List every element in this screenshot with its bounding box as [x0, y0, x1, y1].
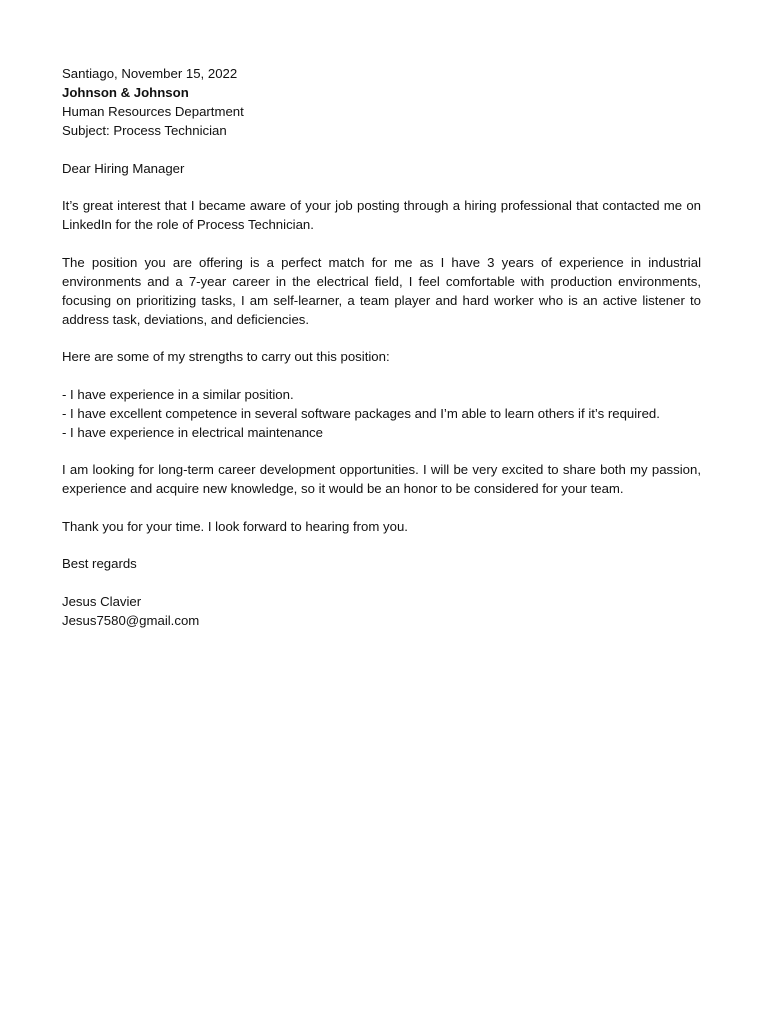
- date-line: Santiago, November 15, 2022: [62, 66, 238, 81]
- list-item: - I have experience in a similar position.: [62, 386, 294, 402]
- cover-letter: [62, 64, 701, 630]
- signature-email: Jesus7580@gmail.com: [62, 612, 200, 628]
- list-item: - I have experience in electrical maintenance: [62, 424, 323, 440]
- strengths-intro: Here are some of my strengths to carry out this position:: [62, 349, 390, 364]
- list-item: - I have excellent competence in several software packages and I’m able to learn others if it’s required.: [62, 405, 660, 421]
- thank-you-line: Thank you for your time. I look forward to hearing from you.: [62, 518, 408, 534]
- paragraph-experience: The position you are offering is a perfect match for me as I have 3 years of experience in industrial environments and a 7-year career in the electrical field, I feel comfortable with production environments, focusing on prioritizing tasks, I am self-learner, a team player and hard worker who is an active listener to address task, deviations, and deficiencies.: [62, 254, 701, 327]
- company-name: Johnson & Johnson: [62, 85, 189, 100]
- salutation: Dear Hiring Manager: [62, 160, 185, 176]
- subject-line: Subject: Process Technician: [62, 123, 227, 138]
- closing: Best regards: [62, 556, 137, 571]
- signature-name: Jesus Clavier: [62, 593, 142, 609]
- department: Human Resources Department: [62, 104, 244, 119]
- paragraph-intro: It’s great interest that I became aware of your job posting through a hiring professional that contacted me on LinkedIn for the role of Process Technician.: [62, 198, 701, 232]
- strengths-list: [62, 385, 701, 442]
- paragraph-goals: I am looking for long-term career development opportunities. I will be very excited to share both my passion, experience and acquire new knowledge, so it would be an honor to be considered for your team.: [62, 462, 701, 496]
